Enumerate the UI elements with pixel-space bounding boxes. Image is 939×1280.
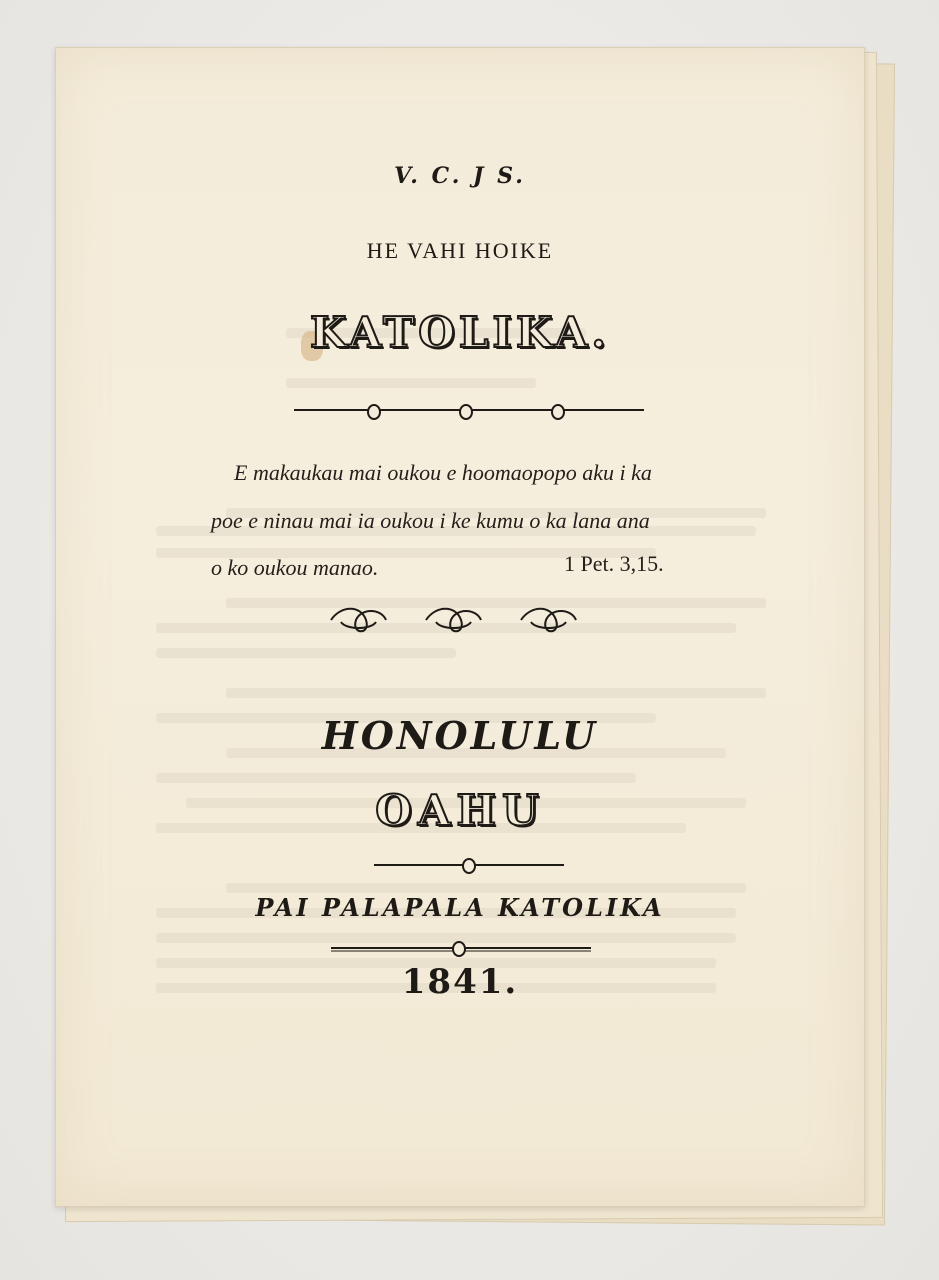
- printer-name: PAI PALAPALA KATOLIKA: [255, 893, 665, 922]
- verse-line-2: poe e ninau mai ia oukou i ke kumu o ka lana ana: [211, 508, 650, 533]
- scripture-citation: 1 Pet. 3,15.: [564, 551, 664, 576]
- flourish-ornament: [326, 600, 596, 640]
- subtitle: HE VAHI HOIKE: [366, 238, 554, 263]
- verse-line-3: o ko oukou manao.: [211, 555, 379, 580]
- initials: V. C. J S.: [394, 163, 526, 189]
- title-page: [55, 47, 865, 1207]
- double-rule: [331, 938, 591, 958]
- ornamental-rule: [294, 400, 644, 424]
- place-island: OAHU: [375, 786, 545, 835]
- publication-year: 1841.: [401, 962, 519, 1002]
- verse-line-1: E makaukau mai oukou e hoomaopopo aku i ka: [234, 460, 652, 485]
- place-city: HONOLULU: [321, 713, 599, 758]
- short-rule: [374, 855, 564, 875]
- main-title: KATOLIKA.: [309, 308, 611, 357]
